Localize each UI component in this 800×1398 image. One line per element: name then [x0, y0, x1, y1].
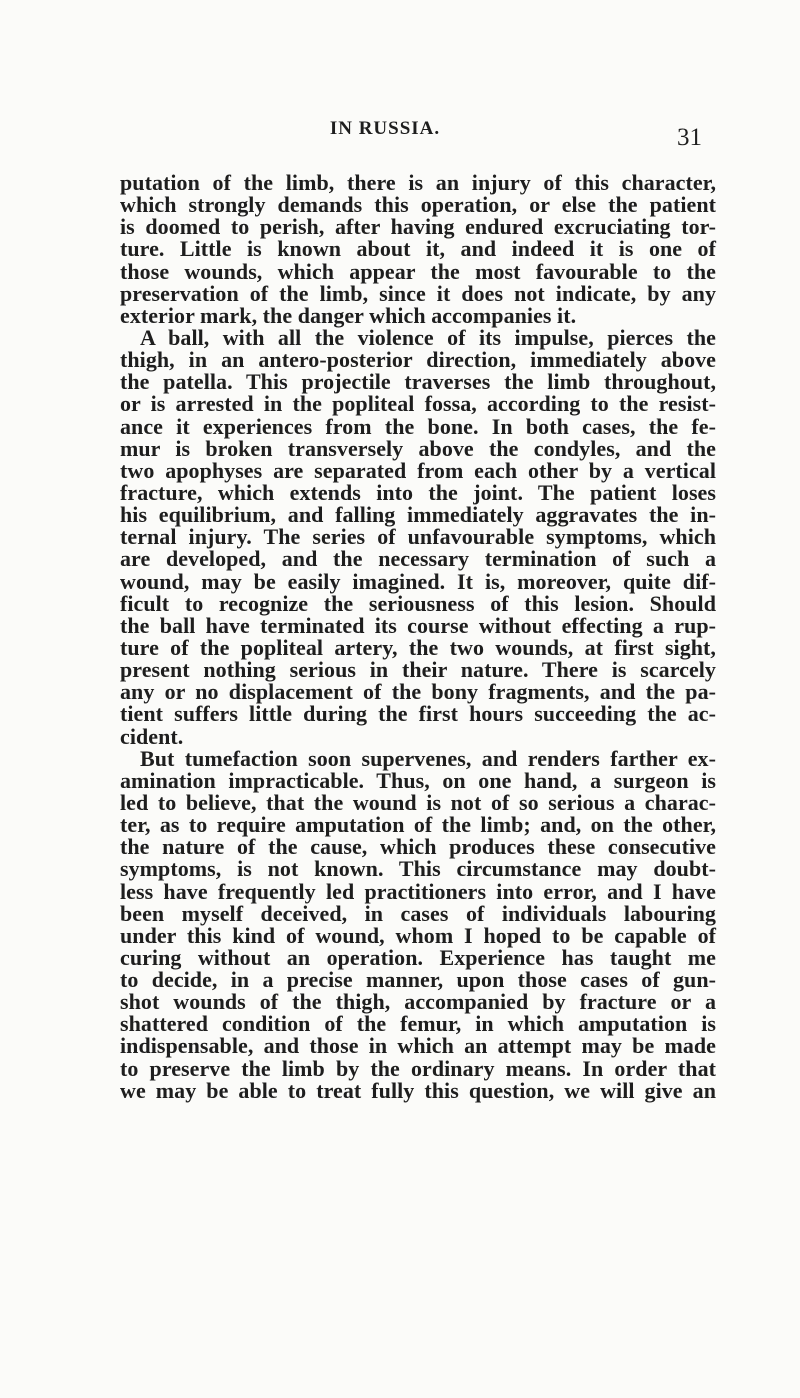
text-line: is doomed to perish, after having endured excruciating tor- [120, 214, 716, 240]
text-line: the nature of the cause, which produces these consecutive [120, 834, 716, 860]
text-line: symptoms, is not known. This circumstance may doubt- [120, 856, 716, 882]
text-line: thigh, in an antero-posterior direction, immediately above [120, 347, 716, 373]
text-line: ance it experiences from the bone. In both cases, the fe- [120, 413, 716, 439]
text-line: less have frequently led practitioners into error, and I have [120, 878, 716, 904]
text-line: we may be able to treat fully this question, we will give an [120, 1077, 716, 1103]
text-line: led to believe, that the wound is not of so serious a charac- [120, 789, 716, 815]
text-line: present nothing serious in their nature. There is scarcely [120, 657, 716, 683]
text-line: been myself deceived, in cases of individuals labouring [120, 900, 716, 926]
text-line: his equilibrium, and falling immediately aggravates the in- [120, 502, 716, 528]
text-line: ficult to recognize the seriousness of this lesion. Should [120, 590, 716, 616]
page-number: 31 [677, 124, 702, 151]
text-line: two apophyses are separated from each other by a vertical [120, 457, 716, 483]
paragraph-end-line: cident. [120, 723, 184, 749]
text-line: wound, may be easily imagined. It is, moreover, quite dif- [120, 568, 716, 594]
text-line: amination impracticable. Thus, on one hand, a surgeon is [120, 767, 716, 793]
running-head: IN RUSSIA. [329, 118, 441, 139]
page-header [0, 118, 800, 154]
paragraph-end-line: exterior mark, the danger which accompanies it. [120, 302, 577, 328]
text-line: under this kind of wound, whom I hoped to be capable of [120, 922, 716, 948]
text-line: which strongly demands this operation, or else the patient [120, 192, 716, 218]
text-line: ternal injury. The series of unfavourable symptoms, which [120, 524, 716, 550]
text-line: putation of the limb, there is an injury of this character, [120, 170, 716, 195]
text-line: those wounds, which appear the most favourable to the [120, 258, 716, 284]
text-line: fracture, which extends into the joint. The patient loses [120, 479, 716, 505]
body-text [120, 172, 716, 1102]
text-line: indispensable, and those in which an attempt may be made [120, 1033, 716, 1059]
text-line: shattered condition of the femur, in which amputation is [120, 1011, 716, 1037]
text-line: to preserve the limb by the ordinary means. In order that [120, 1055, 716, 1081]
text-line: are developed, and the necessary termination of such a [120, 546, 716, 572]
text-line: shot wounds of the thigh, accompanied by fracture or a [120, 989, 716, 1015]
text-line: the patella. This projectile traverses the limb throughout, [120, 369, 716, 395]
text-line: preservation of the limb, since it does not indicate, by any [120, 280, 716, 306]
text-line: the ball have terminated its course without effecting a rup- [120, 612, 716, 638]
text-line: ture. Little is known about it, and indeed it is one of [120, 236, 716, 262]
text-line: to decide, in a precise manner, upon those cases of gun- [120, 967, 716, 993]
paragraph-start-line: A ball, with all the violence of its impulse, pierces the [140, 324, 716, 350]
text-line: tient suffers little during the first hours succeeding the ac- [120, 701, 716, 727]
text-line: or is arrested in the popliteal fossa, according to the resist- [120, 391, 716, 417]
text-line: any or no displacement of the bony fragments, and the pa- [120, 679, 716, 705]
text-line: ture of the popliteal artery, the two wounds, at first sight, [120, 634, 716, 660]
paragraph-start-line: But tumefaction soon supervenes, and renders farther ex- [140, 745, 716, 771]
text-line: curing without an operation. Experience has taught me [120, 944, 716, 970]
text-line: mur is broken transversely above the condyles, and the [120, 435, 716, 461]
text-line: ter, as to require amputation of the limb; and, on the other, [120, 812, 716, 838]
